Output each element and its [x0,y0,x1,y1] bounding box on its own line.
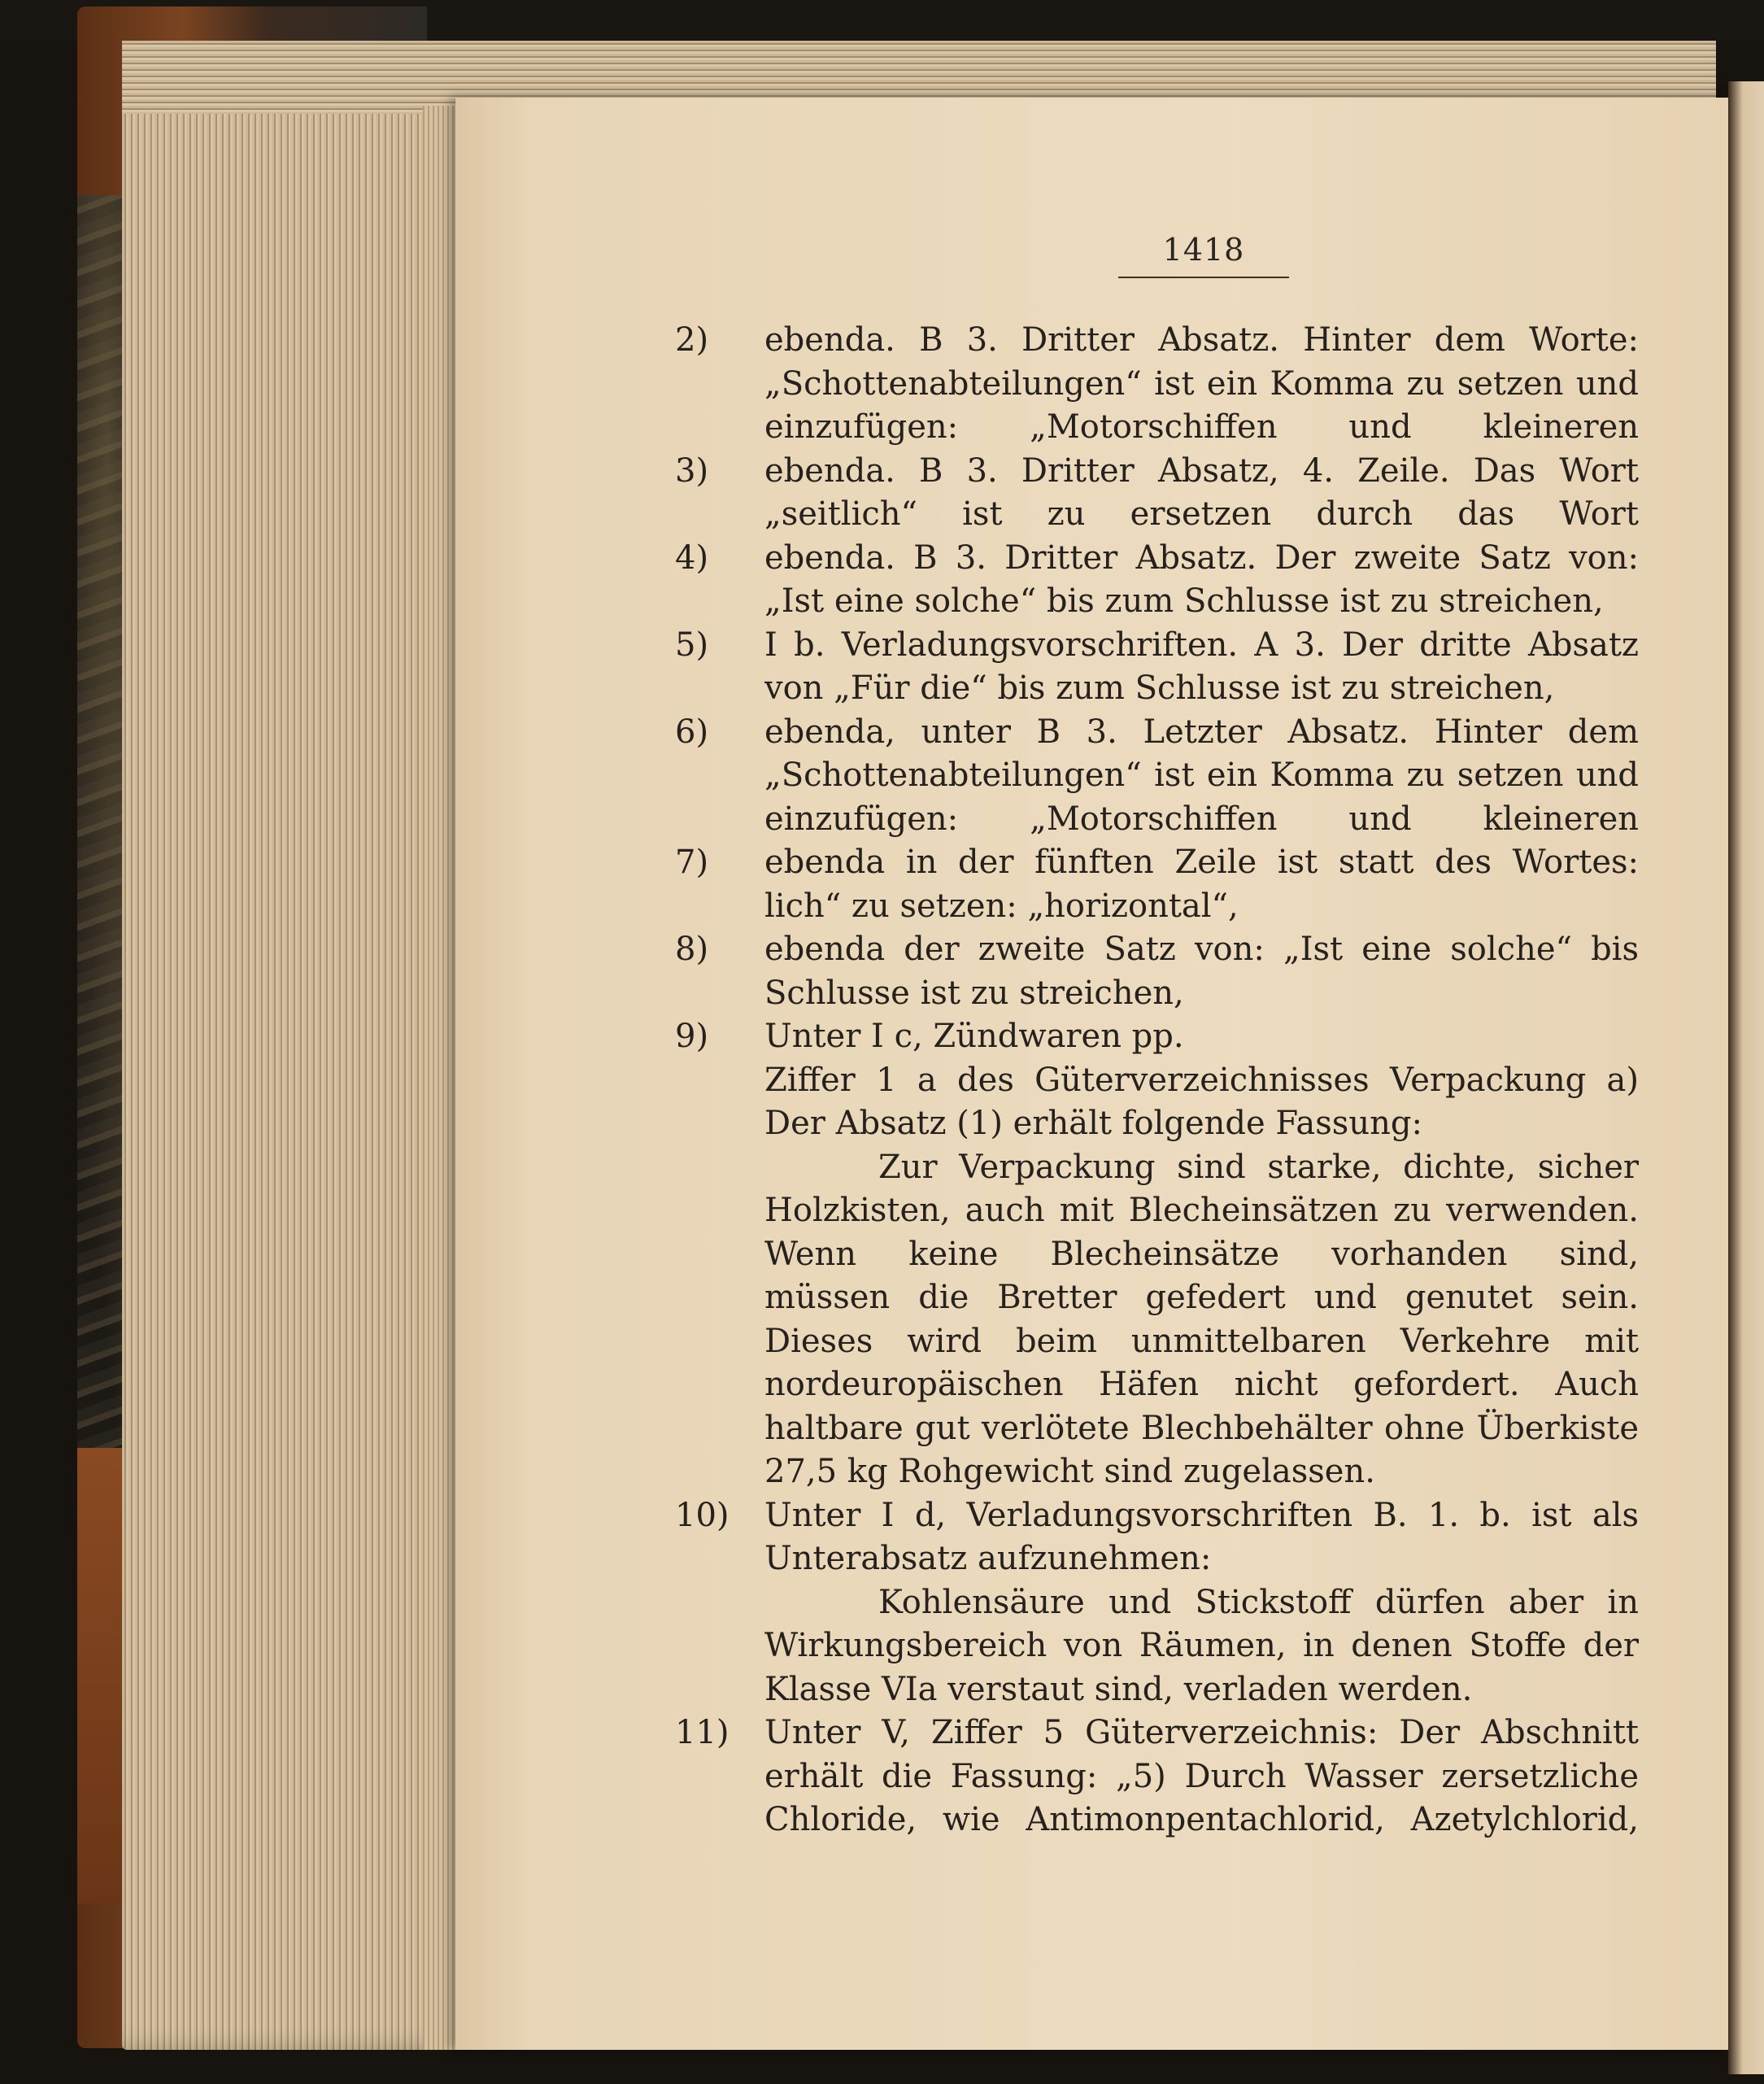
page-number: 1418 [1162,232,1245,268]
page-text [675,319,1639,1842]
text-line [675,450,1639,494]
item-number: 10) [675,1496,730,1534]
line-text: I b. Verladungsvorschriften. A 3. Der dritte Absatz [764,626,1639,664]
line-text: nordeuropäischen Häfen nicht gefordert. Auch [764,1366,1639,1403]
line-text: erhält die Fassung: „5) Durch Wasser zersetzliche [764,1757,1639,1795]
line-text: Ziffer 1 a des Güterverzeichnisses Verpackung a) [764,1061,1639,1099]
item-number: 7) [675,844,709,881]
line-text: haltbare gut verlötete Blechbehälter ohne Überkiste [764,1409,1639,1447]
item-number: 9) [675,1018,709,1055]
line-text: Chloride, wie Antimonpentachlorid, Azetylchlorid, [764,1801,1639,1838]
text-line [675,841,1639,885]
line-text: einzufügen: „Motorschiffen und kleineren [764,408,1639,446]
text-line [764,1668,1639,1712]
page-edges [122,41,464,2050]
item-number: 2) [675,321,709,359]
facing-page-edge [1728,81,1764,2074]
line-text: „Schottenabteilungen“ ist ein Komma zu setzen und [764,756,1639,794]
item-number: 4) [675,538,709,577]
text-line [878,1146,1639,1190]
text-line [675,537,1639,581]
text-line [764,363,1639,407]
line-text: 27,5 kg Rohgewicht sind zugelassen. [764,1453,1375,1490]
text-line [764,1755,1639,1799]
text-line [764,1798,1639,1842]
text-line [675,319,1639,363]
text-line [675,624,1639,668]
line-text: Schlusse ist zu streichen, [764,974,1184,1012]
line-text: Klasse VIa verstaut sind, verladen werden. [764,1670,1473,1708]
line-text: ebenda. B 3. Dritter Absatz, 4. Zeile. Das Wort [764,451,1639,490]
line-text: ebenda, unter B 3. Letzter Absatz. Hinter dem [764,713,1639,751]
text-line [764,1450,1639,1494]
line-text: Zur Verpackung sind starke, dichte, sicher [878,1148,1639,1186]
line-text: Dieses wird beim unmittelbaren Verkehre mit [764,1322,1639,1360]
text-line [764,1407,1639,1451]
text-line [764,406,1639,450]
line-text: Unter I c, Zündwaren pp. [764,1018,1184,1055]
text-line [675,1494,1639,1538]
line-text: Unterabsatz aufzunehmen: [764,1540,1212,1577]
line-text: ebenda. B 3. Dritter Absatz. Der zweite Satz von: [764,538,1639,577]
item-number: 5) [675,626,709,664]
text-line [878,1581,1639,1625]
header-rule [1118,277,1289,278]
text-line [675,1711,1639,1755]
line-text: „Ist eine solche“ bis zum Schlusse ist zu streichen, [764,582,1604,620]
item-number: 8) [675,931,709,968]
text-line [764,754,1639,798]
item-number: 11) [675,1714,730,1751]
text-line [764,667,1639,711]
text-line [764,885,1639,929]
text-line [764,798,1639,842]
line-text: „Schottenabteilungen“ ist ein Komma zu setzen und [764,364,1639,403]
text-line [675,928,1639,972]
text-line [675,1015,1639,1059]
line-text: Der Absatz (1) erhält folgende Fassung: [764,1105,1422,1142]
text-line [675,711,1639,755]
line-text: Wirkungsbereich von Räumen, in denen Stoffe der [764,1627,1639,1664]
text-line [764,1320,1639,1364]
text-line [764,1189,1639,1233]
line-text: ebenda der zweite Satz von: „Ist eine solche“ bis [764,931,1639,968]
item-number: 3) [675,451,709,490]
line-text: Unter I d, Verladungsvorschriften B. 1. b. ist als [764,1496,1639,1534]
line-text: Wenn keine Blecheinsätze vorhanden sind, [764,1235,1639,1273]
text-line [764,1537,1639,1581]
line-text: „seitlich“ ist zu ersetzen durch das Wort [764,495,1639,533]
text-line [764,580,1639,624]
text-line [764,972,1639,1016]
line-text: Unter V, Ziffer 5 Güterverzeichnis: Der Abschnitt [764,1714,1639,1751]
line-text: von „Für die“ bis zum Schlusse ist zu streichen, [764,669,1555,707]
line-text: ebenda in der fünften Zeile ist statt des Wortes: [764,844,1639,881]
text-line [764,1624,1639,1668]
line-text: ebenda. B 3. Dritter Absatz. Hinter dem Worte: [764,321,1639,359]
line-text: einzufügen: „Motorschiffen und kleineren [764,800,1639,838]
text-line [764,493,1639,537]
line-text: lich“ zu setzen: „horizontal“, [764,887,1239,925]
line-text: Holzkisten, auch mit Blecheinsätzen zu verwenden. [764,1192,1639,1229]
text-line [764,1276,1639,1320]
text-line [764,1102,1639,1146]
text-line [764,1233,1639,1277]
item-number: 6) [675,713,709,751]
line-text: müssen die Bretter gefedert und genutet sein. [764,1279,1639,1316]
text-line [764,1059,1639,1103]
text-line [764,1363,1639,1407]
line-text: Kohlensäure und Stickstoff dürfen aber in [878,1583,1639,1621]
